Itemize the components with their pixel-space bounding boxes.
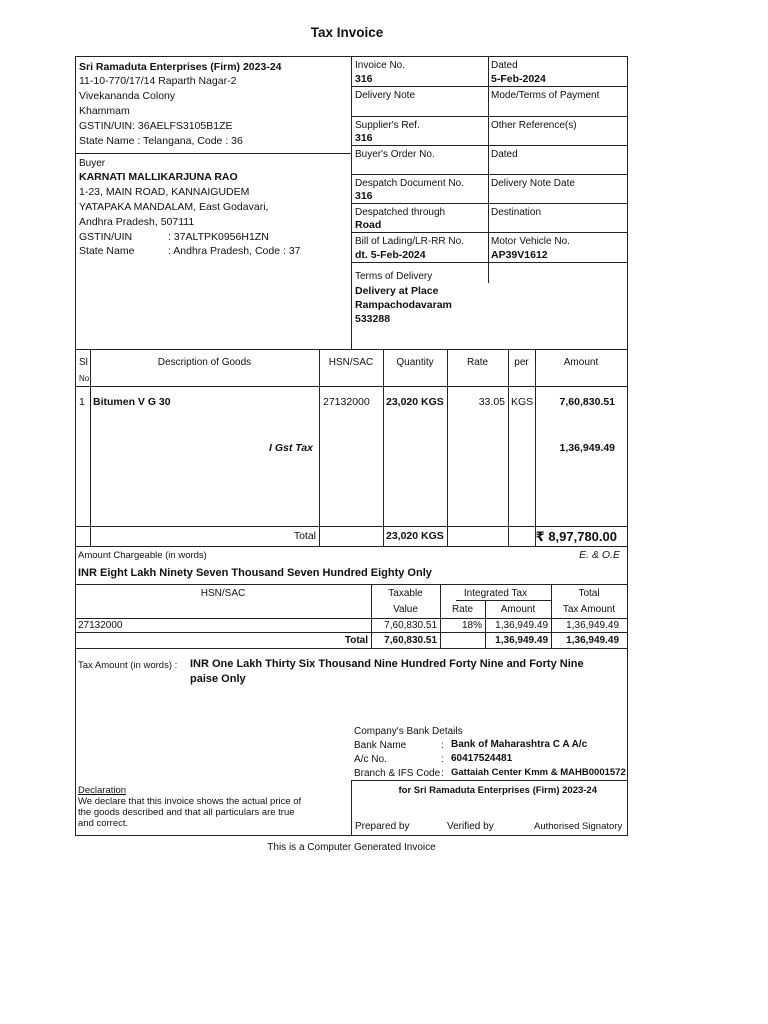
- bank-acno-colon: :: [441, 754, 444, 765]
- tax-total-total: 1,36,949.49: [566, 635, 619, 646]
- page-title: Tax Invoice: [310, 25, 384, 40]
- mode-terms-label: Mode/Terms of Payment: [491, 90, 600, 101]
- destination-label: Destination: [491, 207, 542, 218]
- tax-row-rate: 18%: [461, 620, 482, 631]
- tax-table-row-bottom: [75, 632, 628, 633]
- prepared-by-label: Prepared by: [355, 821, 410, 832]
- terms-delivery-line2: Rampachodavaram: [355, 299, 452, 311]
- item-amount: 7,60,830.51: [559, 396, 615, 408]
- goods-total-quantity: 23,020 KGS: [386, 530, 444, 542]
- bank-branch-value: Gattaiah Center Kmm & MAHB0001572: [451, 767, 626, 778]
- meta-row-divider: [351, 232, 627, 233]
- seller-address-line3: Khammam: [79, 105, 130, 117]
- item-per: KGS: [511, 396, 534, 408]
- seller-name: Sri Ramaduta Enterprises (Firm) 2023-24: [79, 61, 282, 73]
- outer-left-border: [75, 56, 76, 836]
- meta-row-divider: [351, 203, 627, 204]
- despatch-doc-value: 316: [355, 190, 373, 202]
- tax-col-integrated: Integrated Tax: [463, 588, 528, 599]
- buyer-address-line3: Andhra Pradesh, 507111: [79, 216, 195, 228]
- bill-of-lading-label: Bill of Lading/LR-RR No.: [355, 236, 464, 247]
- declaration-line3: and correct.: [78, 818, 129, 829]
- goods-table-top: [75, 349, 628, 350]
- item-sl: 1: [79, 396, 85, 408]
- suppliers-ref-value: 316: [355, 132, 373, 144]
- tax-col-hsn: HSN/SAC: [200, 588, 246, 599]
- dated-label: Dated: [491, 60, 518, 71]
- motor-vehicle-label: Motor Vehicle No.: [491, 236, 570, 247]
- buyer-state-label: State Name: [79, 245, 135, 257]
- seller-address-line2: Vivekananda Colony: [79, 90, 176, 102]
- goods-total-amount: ₹ 8,97,780.00: [535, 529, 617, 544]
- invoice-no-label: Invoice No.: [355, 60, 406, 71]
- integrated-tax-subheader-line: [456, 600, 551, 601]
- tax-total-label: Total: [344, 635, 368, 646]
- goods-table-total-top: [75, 526, 628, 527]
- col-description: Description of Goods: [157, 357, 252, 368]
- tax-total-taxable: 7,60,830.51: [384, 635, 437, 646]
- amount-words-label: Amount Chargeable (in words): [78, 550, 207, 561]
- igst-tax-label: I Gst Tax: [269, 442, 313, 454]
- goods-col-divider: [447, 349, 448, 546]
- item-rate: 33.05: [478, 396, 505, 408]
- col-sl: Sl: [79, 357, 88, 368]
- col-per: per: [514, 357, 529, 368]
- bank-name-colon: :: [441, 740, 444, 751]
- delivery-note-date-label: Delivery Note Date: [491, 178, 575, 189]
- tax-col-total: Total: [578, 588, 600, 599]
- tax-col-rate: Rate: [451, 604, 474, 615]
- other-ref-label: Other Reference(s): [491, 120, 577, 131]
- despatched-through-label: Despatched through: [355, 207, 446, 218]
- meta-row-divider: [351, 86, 627, 87]
- terms-delivery-line1: Delivery at Place: [355, 285, 439, 297]
- goods-table-header-bottom: [75, 386, 628, 387]
- bank-branch-colon: :: [441, 768, 444, 779]
- buyer-name: KARNATI MALLIKARJUNA RAO: [79, 171, 238, 183]
- meta-row-divider: [351, 116, 627, 117]
- tax-row-taxable: 7,60,830.51: [384, 620, 437, 631]
- delivery-note-label: Delivery Note: [355, 90, 416, 101]
- eoe-label: E. & O.E: [579, 549, 620, 561]
- seller-gstin: GSTIN/UIN: 36AELFS3105B1ZE: [79, 120, 233, 132]
- item-hsn: 27132000: [323, 396, 370, 408]
- tax-row-total: 1,36,949.49: [566, 620, 619, 631]
- invoice-no-value: 316: [355, 73, 373, 85]
- motor-vehicle-value: AP39V1612: [491, 249, 548, 261]
- dated-value: 5-Feb-2024: [491, 73, 546, 85]
- item-quantity: 23,020 KGS: [386, 396, 444, 408]
- bank-acno-label: A/c No.: [354, 754, 387, 765]
- declaration-line2: the goods described and that all particulars are true: [78, 807, 295, 818]
- bank-heading: Company's Bank Details: [354, 726, 463, 737]
- buyer-heading: Buyer: [79, 158, 106, 169]
- tax-total-amount: 1,36,949.49: [495, 635, 548, 646]
- despatched-through-value: Road: [355, 219, 382, 231]
- col-amount: Amount: [563, 357, 599, 368]
- item-description: Bitumen V G 30: [93, 396, 171, 408]
- tax-col-tax-amount: Tax Amount: [562, 604, 616, 615]
- outer-right-border: [627, 56, 628, 836]
- bank-acno-value: 60417524481: [451, 753, 513, 764]
- computer-generated-note: This is a Computer Generated Invoice: [267, 842, 436, 853]
- col-no: No.: [79, 374, 92, 383]
- tax-row-hsn: 27132000: [78, 620, 123, 631]
- col-quantity: Quantity: [396, 357, 434, 368]
- tax-col-taxable: Taxable: [388, 588, 423, 599]
- terms-delivery-label: Terms of Delivery: [355, 271, 433, 282]
- verified-by-label: Verified by: [447, 821, 494, 832]
- goods-table-bottom: [75, 546, 628, 547]
- seller-buyer-divider: [75, 153, 351, 154]
- meta-row-divider: [351, 145, 627, 146]
- goods-col-divider: [319, 349, 320, 546]
- tax-col-value: Value: [393, 604, 418, 615]
- terms-delivery-line3: 533288: [355, 313, 391, 325]
- meta-row-divider: [351, 174, 627, 175]
- buyer-gstin-value: : 37ALTPK0956H1ZN: [168, 231, 269, 243]
- declaration-line1: We declare that this invoice shows the actual price of: [78, 796, 302, 807]
- buyer-address-line1: 1-23, MAIN ROAD, KANNAIGUDEM: [79, 186, 250, 198]
- seller-address-line1: 11-10-770/17/14 Raparth Nagar-2: [79, 75, 237, 87]
- tax-row-amount: 1,36,949.49: [495, 620, 548, 631]
- col-hsn: HSN/SAC: [328, 357, 374, 368]
- tax-words-label: Tax Amount (in words) :: [78, 660, 178, 671]
- buyers-order-label: Buyer's Order No.: [355, 149, 435, 160]
- signature-for-line: for Sri Ramaduta Enterprises (Firm) 2023-24: [398, 785, 597, 796]
- buyer-address-line2: YATAPAKA MANDALAM, East Godavari,: [79, 201, 269, 213]
- buyer-gstin-label: GSTIN/UIN: [79, 231, 133, 243]
- goods-total-label: Total: [293, 530, 316, 542]
- suppliers-ref-label: Supplier's Ref.: [355, 120, 420, 131]
- buyer-state-value: : Andhra Pradesh, Code : 37: [168, 245, 301, 257]
- goods-col-divider: [508, 349, 509, 546]
- amount-words-value: INR Eight Lakh Ninety Seven Thousand Seven Hundred Eighty Only: [78, 567, 432, 579]
- header-divider-mid: [488, 56, 489, 283]
- tax-words-line1: INR One Lakh Thirty Six Thousand Nine Hundred Forty Nine and Forty Nine: [190, 658, 584, 670]
- bill-of-lading-value: dt. 5-Feb-2024: [355, 249, 426, 261]
- tax-table-bottom: [75, 648, 628, 649]
- signature-box-top: [351, 780, 628, 781]
- seller-state: State Name : Telangana, Code : 36: [79, 135, 243, 147]
- tax-table-top: [75, 584, 628, 585]
- goods-col-divider: [383, 349, 384, 546]
- despatch-doc-label: Despatch Document No.: [355, 178, 464, 189]
- igst-tax-amount: 1,36,949.49: [559, 442, 615, 454]
- tax-col-amount: Amount: [500, 604, 536, 615]
- declaration-heading: Declaration: [78, 785, 127, 796]
- bank-name-value: Bank of Maharashtra C A A/c: [451, 739, 588, 750]
- authorised-signatory-label: Authorised Signatory: [534, 821, 623, 832]
- buyers-order-dated-label: Dated: [491, 149, 518, 160]
- bank-branch-label: Branch & IFS Code: [354, 768, 441, 779]
- bank-name-label: Bank Name: [354, 740, 407, 751]
- meta-row-divider: [351, 262, 627, 263]
- col-rate: Rate: [466, 357, 489, 368]
- tax-words-line2: paise Only: [190, 673, 246, 685]
